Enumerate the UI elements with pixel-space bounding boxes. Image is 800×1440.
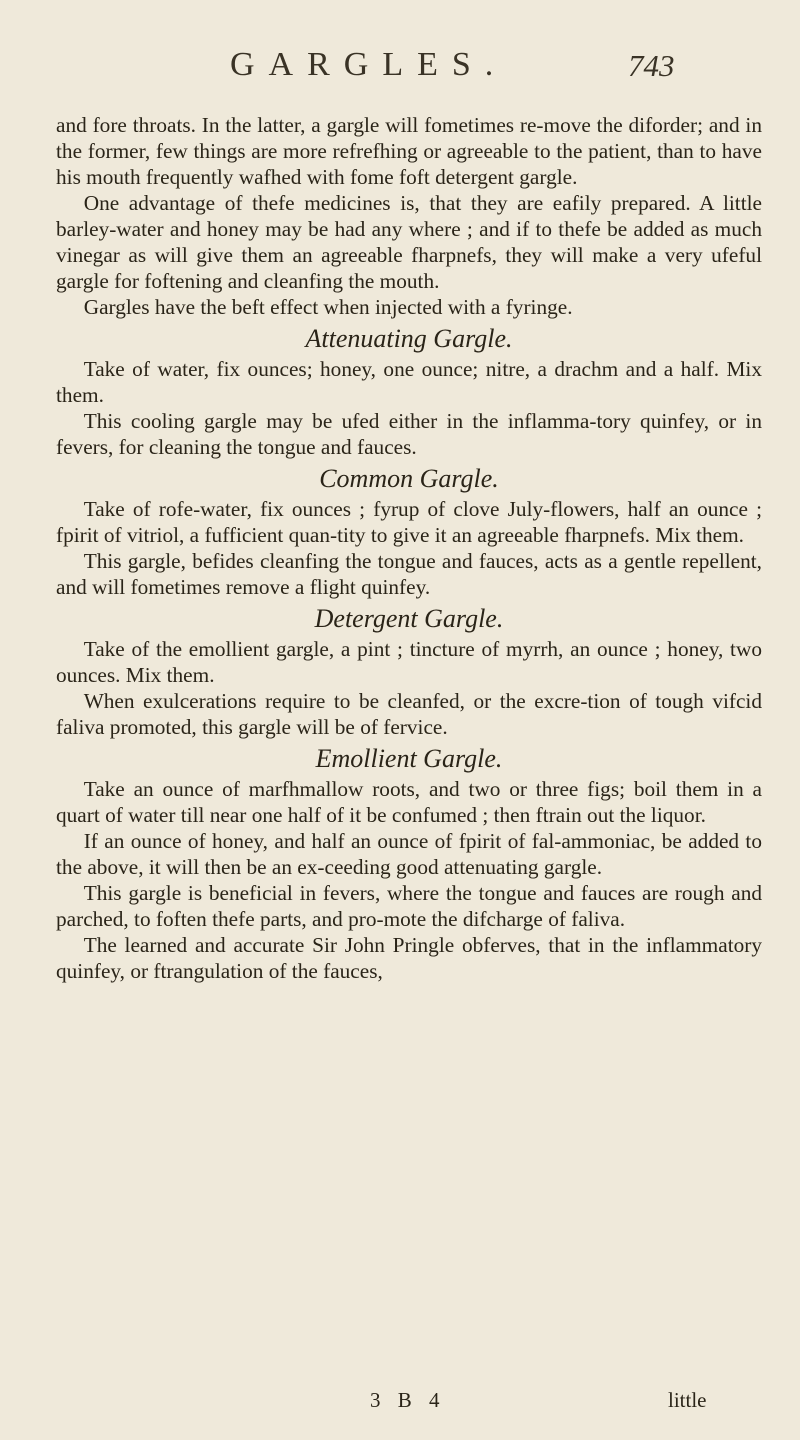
catchword: little [668, 1388, 707, 1412]
section-heading: Detergent Gargle. [314, 604, 504, 633]
running-title: GARGLES. [230, 46, 508, 83]
paragraph: Take of water, fix ounces; honey, one ounce; nitre, a drachm and a half. Mix them. [56, 357, 762, 407]
paragraph: When exulcerations require to be cleanfed, or the excre-tion of tough vifcid faliva promoted, this gargle will be of fervice. [56, 689, 762, 739]
paragraph: If an ounce of honey, and half an ounce of fpirit of fal-ammoniac, be added to the above, it will then be an ex-ceeding good attenuating gargle. [56, 829, 762, 879]
paragraph: Gargles have the beft effect when injected with a fyringe. [83, 295, 573, 319]
paragraph: This gargle is beneficial in fevers, where the tongue and fauces are rough and parched, to foften thefe parts, and pro-mote the difcharge of faliva. [56, 881, 762, 931]
paragraph: and fore throats. In the latter, a gargle will fometimes re-move the diforder; and in the former, few things are more refrefhing or agreeable to the patient, than to have his mouth frequently wafhed with fome foft detergent gargle. [56, 113, 762, 189]
section-heading: Attenuating Gargle. [305, 324, 513, 353]
paragraph: Take of rofe-water, fix ounces ; fyrup of clove July-flowers, half an ounce ; fpirit of vitriol, a fufficient quan-tity to give it an agreeable fharpnefs. Mix them. [56, 497, 762, 547]
section-heading: Emollient Gargle. [315, 744, 503, 773]
signature-mark: 3 B 4 [370, 1388, 446, 1412]
paragraph: One advantage of thefe medicines is, that they are eafily prepared. A little barley-water and honey may be had any where ; and if to thefe be added as much vinegar as will give them an agreeable fharpnefs, they will make a very ufeful gargle for foftening and cleanfing the mouth. [56, 191, 762, 293]
page-number: 743 [628, 48, 675, 83]
paragraph: This cooling gargle may be ufed either in the inflamma-tory quinfey, or in fevers, for cleaning the tongue and fauces. [56, 409, 762, 459]
page-footer [0, 1388, 800, 1418]
page-header [0, 46, 800, 90]
section-heading: Common Gargle. [319, 464, 499, 493]
paragraph: The learned and accurate Sir John Pringle obferves, that in the inflammatory quinfey, or ftrangulation of the fauces, [56, 933, 762, 983]
paragraph: This gargle, befides cleanfing the tongue and fauces, acts as a gentle repellent, and will fometimes remove a flight quinfey. [56, 549, 762, 599]
paragraph: Take an ounce of marfhmallow roots, and two or three figs; boil them in a quart of water till near one half of it be confumed ; then ftrain out the liquor. [56, 777, 762, 827]
page-body [56, 112, 762, 984]
paragraph: Take of the emollient gargle, a pint ; tincture of myrrh, an ounce ; honey, two ounces. Mix them. [56, 637, 762, 687]
